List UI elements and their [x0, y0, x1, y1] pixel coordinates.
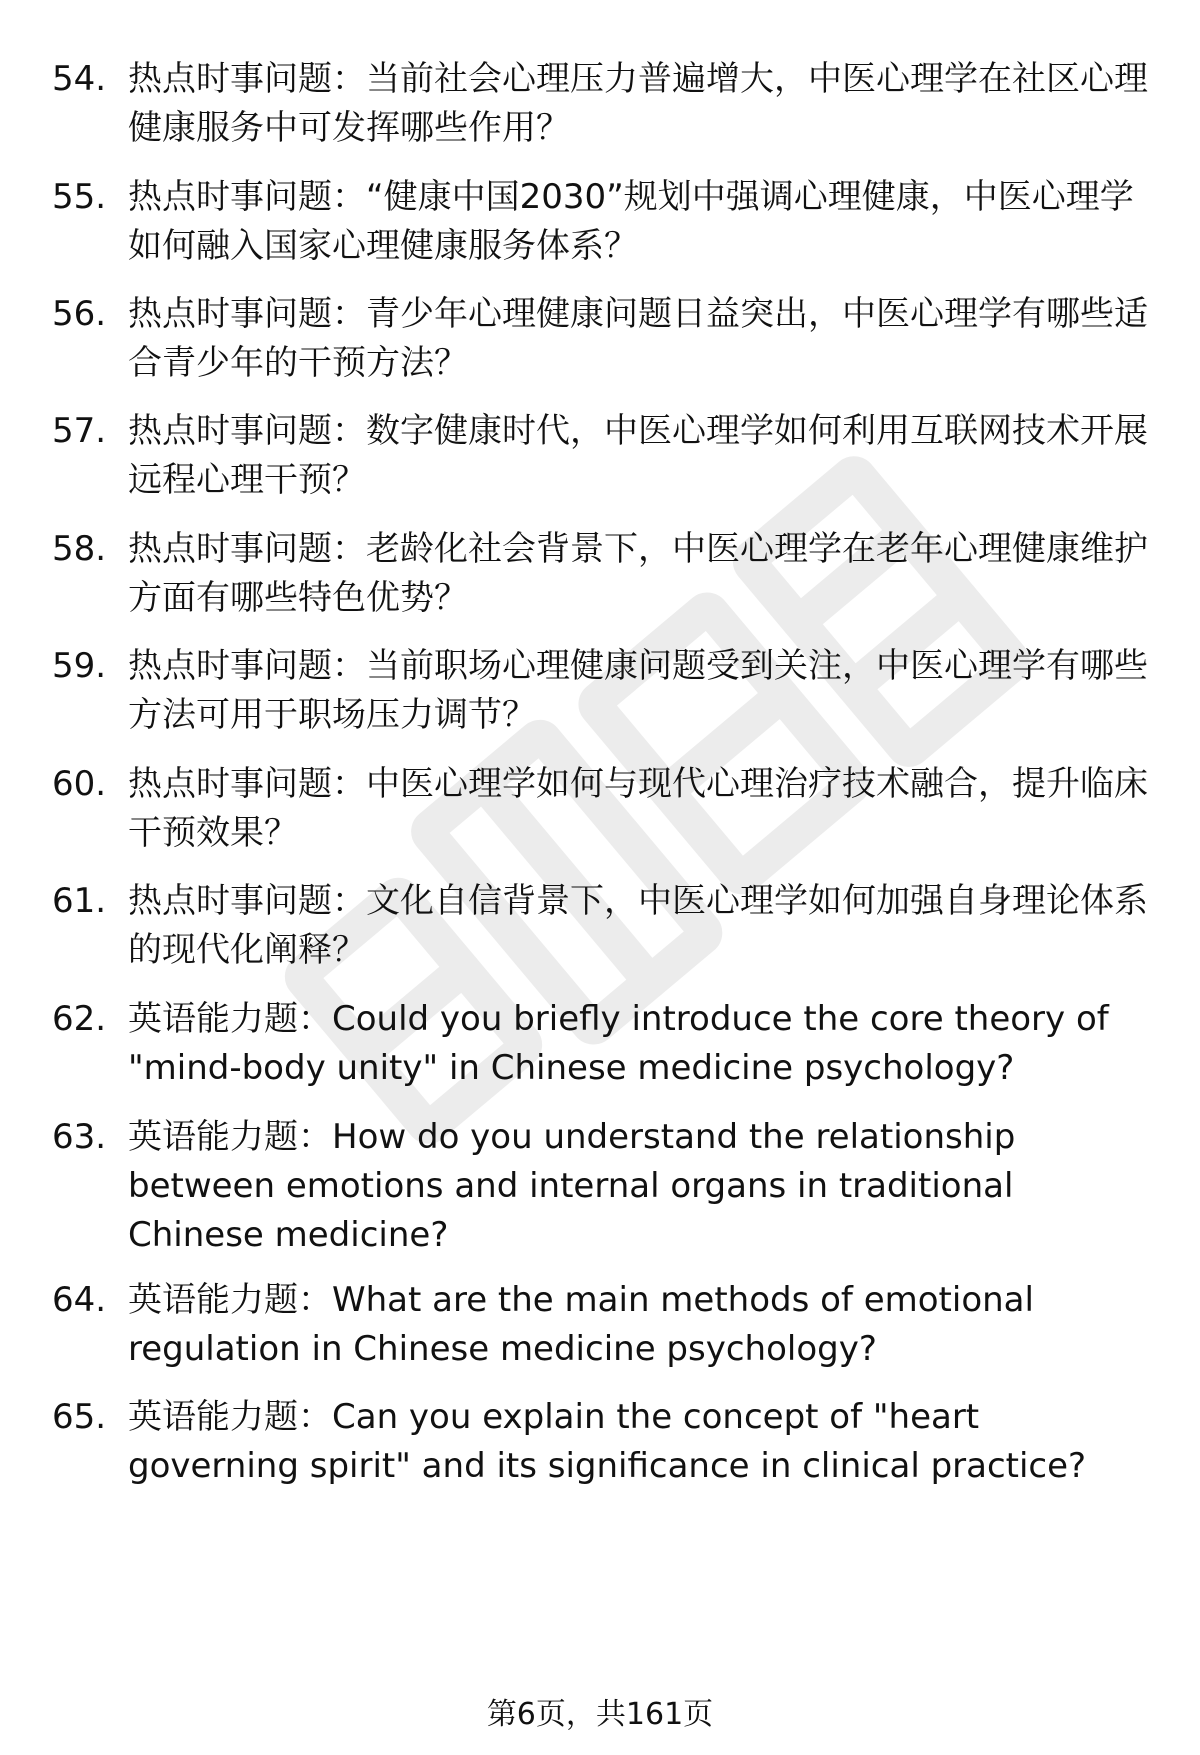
page-number: 第6页，共161页 [486, 1697, 714, 1732]
question-text: 热点时事问题：青少年心理健康问题日益突出，中医心理学有哪些适合青少年的干预方法？ [128, 294, 1148, 383]
question-text: 英语能力题：How do you understand the relationship between emotions and internal organs in traditional Chinese medicine? [128, 1117, 1016, 1255]
question-number: 63. [52, 1117, 107, 1157]
question-text: 热点时事问题：当前社会心理压力普遍增大，中医心理学在社区心理健康服务中可发挥哪些作用？ [128, 59, 1148, 148]
question-text: 英语能力题：What are the main methods of emotional regulation in Chinese medicine psychology? [128, 1280, 1034, 1369]
question-number: 61. [52, 881, 107, 921]
question-number: 59. [52, 646, 107, 686]
question-text: 热点时事问题：文化自信背景下，中医心理学如何加强自身理论体系的现代化阐释？ [128, 881, 1148, 970]
question-text: 热点时事问题：中医心理学如何与现代心理治疗技术融合，提升临床干预效果？ [128, 764, 1148, 853]
question-number: 54. [52, 59, 107, 99]
question-text: 热点时事问题：数字健康时代，中医心理学如何利用互联网技术开展远程心理干预？ [128, 411, 1148, 500]
question-number: 65. [52, 1397, 107, 1437]
question-text: 英语能力题：Could you briefly introduce the core theory of "mind-body unity" in Chinese medicine psychology? [128, 999, 1109, 1088]
question-number: 62. [52, 999, 107, 1039]
question-number: 64. [52, 1280, 107, 1320]
question-text: 热点时事问题：老龄化社会背景下，中医心理学在老年心理健康维护方面有哪些特色优势？ [128, 529, 1148, 618]
question-number: 60. [52, 764, 107, 804]
question-number: 55. [52, 177, 107, 217]
question-number: 58. [52, 529, 107, 569]
question-text: 热点时事问题：当前职场心理健康问题受到关注，中医心理学有哪些方法可用于职场压力调节？ [128, 646, 1148, 735]
question-number: 57. [52, 411, 107, 451]
question-text: 英语能力题：Can you explain the concept of "heart governing spirit" and its significance in clinical practice? [128, 1397, 1087, 1486]
question-text: 热点时事问题：“健康中国2030”规划中强调心理健康，中医心理学如何融入国家心理健康服务体系？ [128, 177, 1134, 266]
question-number: 56. [52, 294, 107, 334]
